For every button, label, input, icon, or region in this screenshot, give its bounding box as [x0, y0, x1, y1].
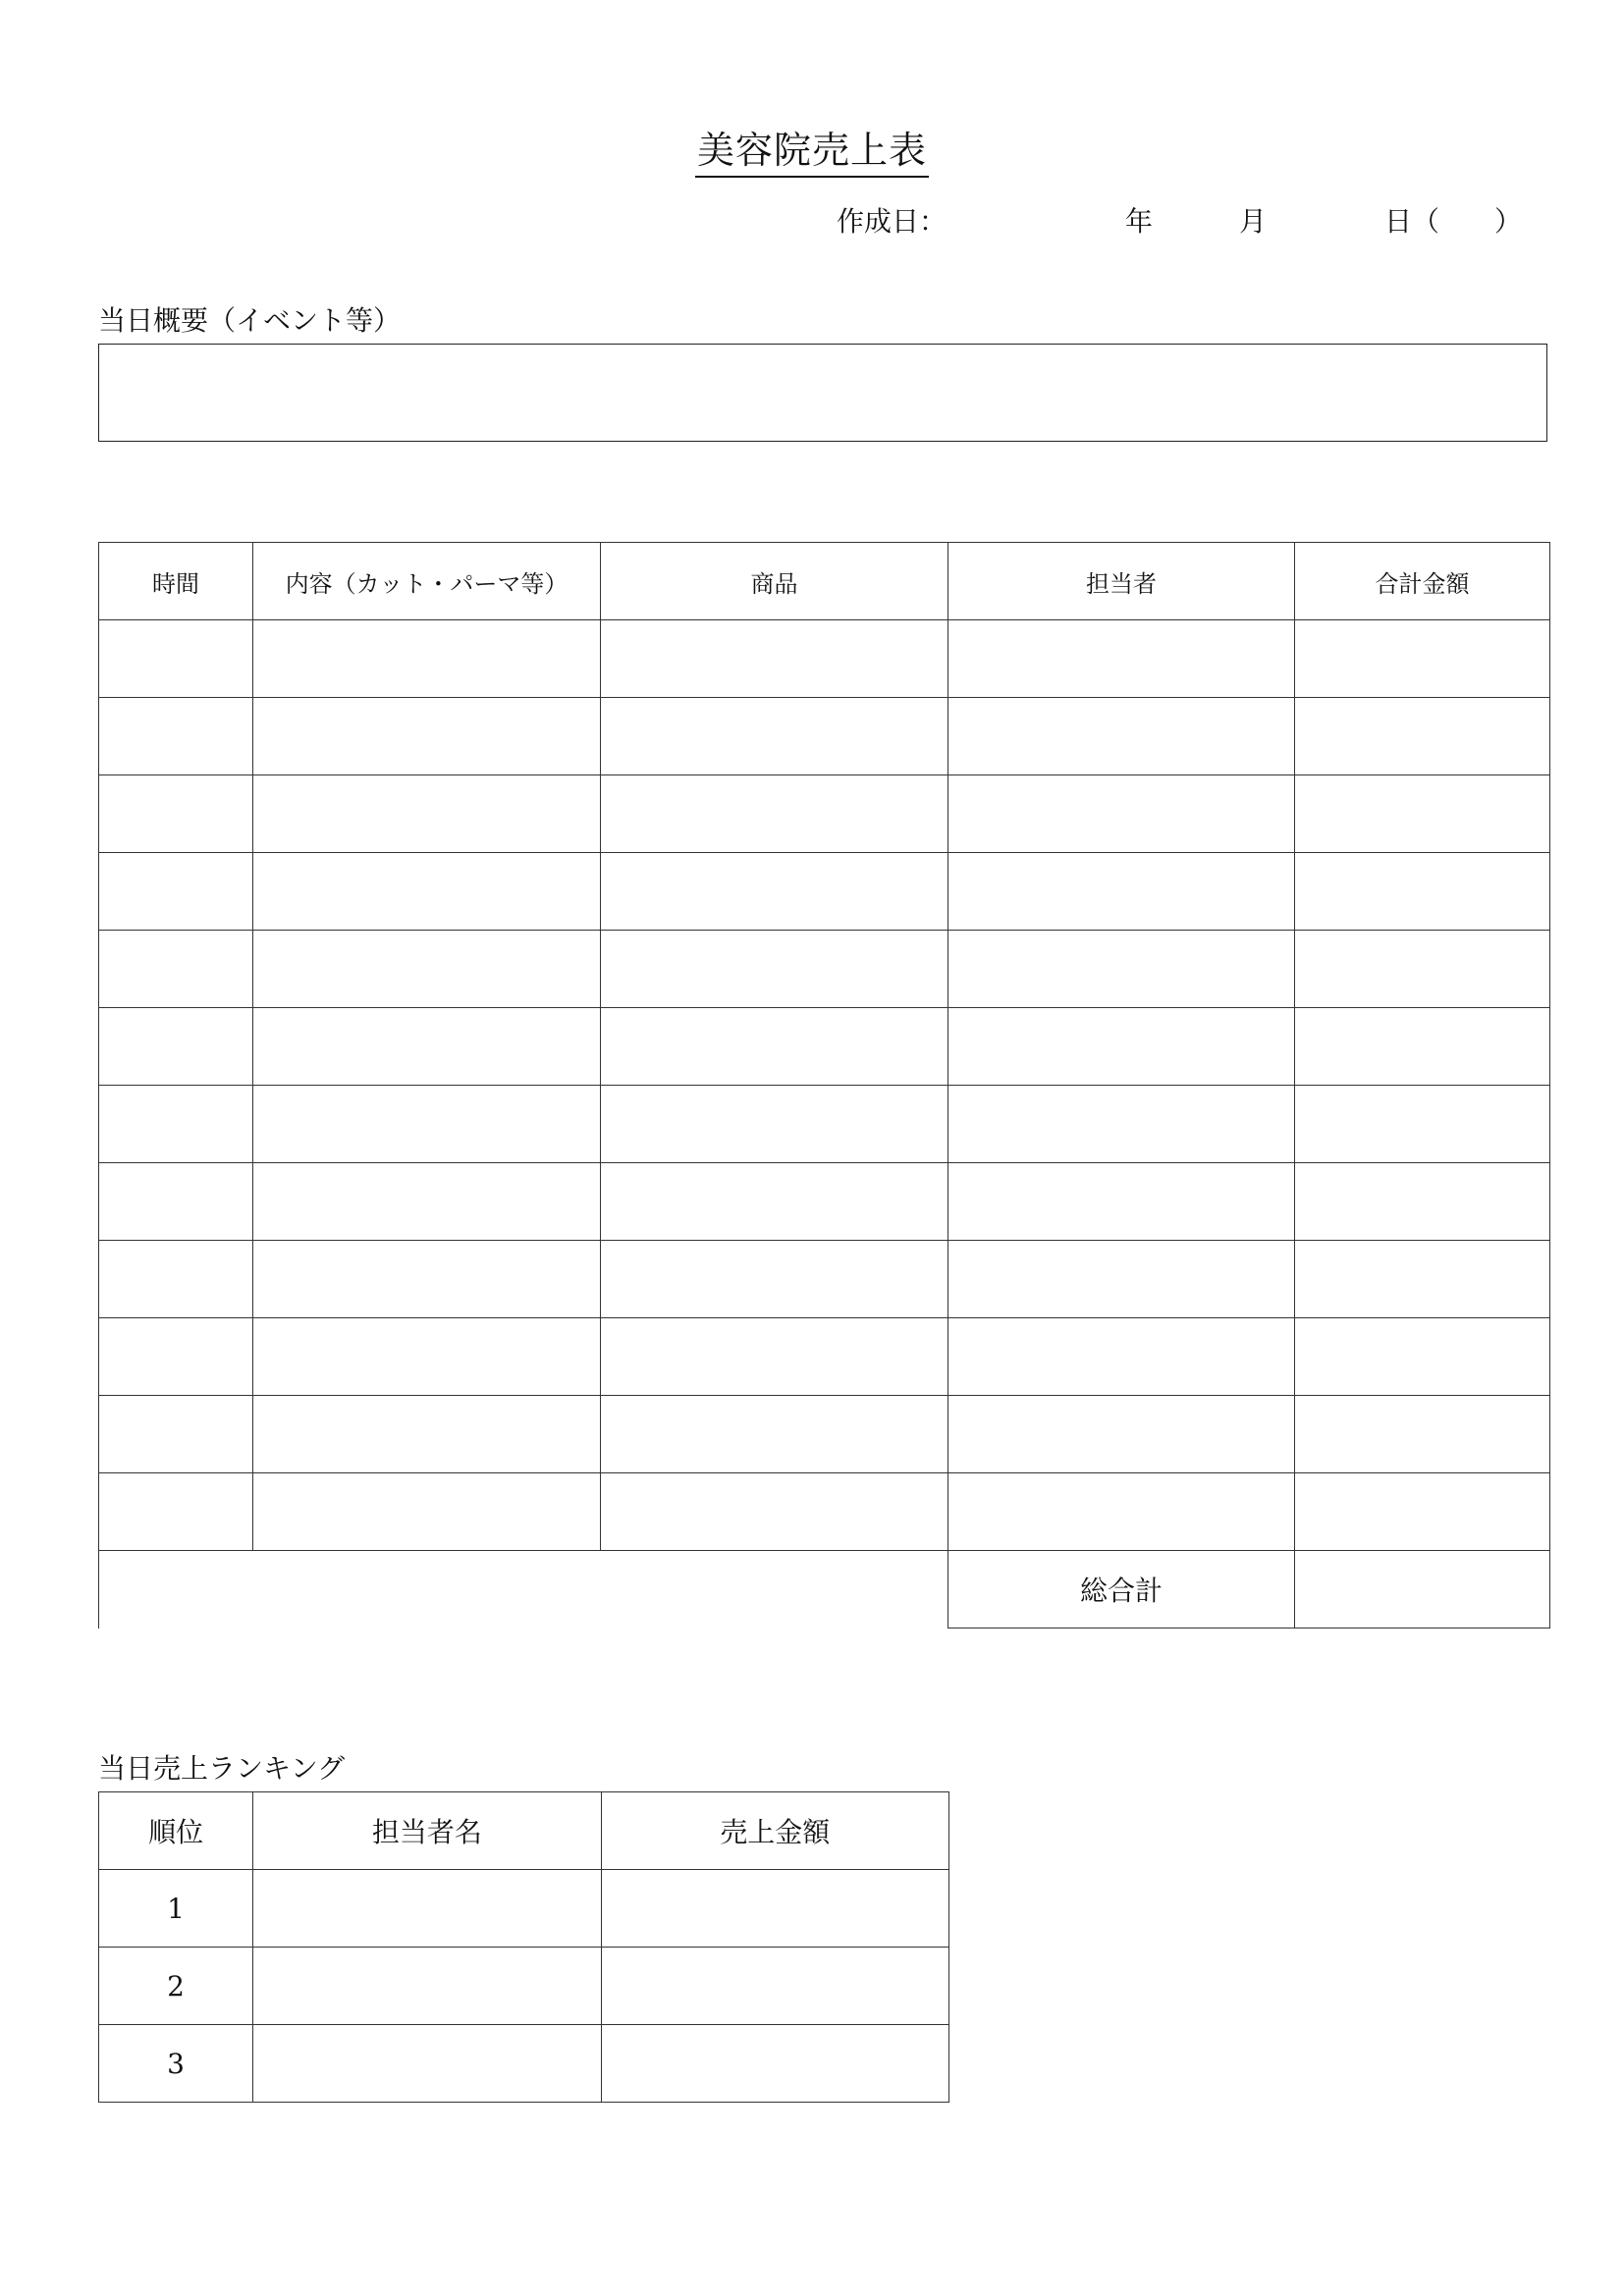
staff-cell[interactable] [948, 1473, 1295, 1551]
content-cell[interactable] [253, 1318, 601, 1396]
content-cell[interactable] [253, 620, 601, 698]
amount-cell[interactable] [1295, 1473, 1550, 1551]
amount-cell[interactable] [1295, 620, 1550, 698]
document-title: 美容院売上表 [695, 129, 929, 178]
time-cell[interactable] [99, 931, 253, 1008]
sales-row [99, 620, 1550, 698]
rank-number: 1 [99, 1870, 253, 1948]
time-cell[interactable] [99, 775, 253, 853]
ranking-header-row [99, 1792, 949, 1870]
sales-row [99, 1163, 1550, 1241]
header-content: 内容（カット・パーマ等） [253, 543, 601, 620]
staff-cell[interactable] [948, 1396, 1295, 1473]
amount-cell[interactable] [1295, 698, 1550, 775]
amount-cell[interactable] [1295, 1318, 1550, 1396]
rank-amount-cell[interactable] [601, 1948, 948, 2025]
product-cell[interactable] [601, 853, 948, 931]
staff-cell[interactable] [948, 1241, 1295, 1318]
sales-row [99, 698, 1550, 775]
time-cell[interactable] [99, 620, 253, 698]
product-cell[interactable] [601, 1473, 948, 1551]
rank-amount-cell[interactable] [601, 2025, 948, 2103]
header-rank: 順位 [99, 1792, 253, 1870]
amount-cell[interactable] [1295, 1163, 1550, 1241]
sales-table [98, 542, 1550, 1629]
product-cell[interactable] [601, 1241, 948, 1318]
header-staff-name: 担当者名 [253, 1792, 601, 1870]
rank-staff-cell[interactable] [253, 2025, 601, 2103]
staff-cell[interactable] [948, 775, 1295, 853]
staff-cell[interactable] [948, 853, 1295, 931]
rank-staff-cell[interactable] [253, 1870, 601, 1948]
grand-total-spacer [99, 1551, 948, 1629]
sales-row [99, 1008, 1550, 1086]
product-cell[interactable] [601, 1163, 948, 1241]
staff-cell[interactable] [948, 1318, 1295, 1396]
amount-cell[interactable] [1295, 1241, 1550, 1318]
header-time: 時間 [99, 543, 253, 620]
grand-total-row [99, 1551, 1550, 1629]
product-cell[interactable] [601, 698, 948, 775]
sales-row [99, 1318, 1550, 1396]
content-cell[interactable] [253, 1241, 601, 1318]
rank-number: 3 [99, 2025, 253, 2103]
year-label: 年 [1125, 205, 1154, 238]
product-cell[interactable] [601, 775, 948, 853]
rank-amount-cell[interactable] [601, 1870, 948, 1948]
sales-row [99, 931, 1550, 1008]
amount-cell[interactable] [1295, 775, 1550, 853]
header-total-amount: 合計金額 [1295, 543, 1550, 620]
content-cell[interactable] [253, 1086, 601, 1163]
content-cell[interactable] [253, 1008, 601, 1086]
amount-cell[interactable] [1295, 1086, 1550, 1163]
time-cell[interactable] [99, 1163, 253, 1241]
content-cell[interactable] [253, 698, 601, 775]
grand-total-label: 総合計 [948, 1551, 1295, 1629]
staff-cell[interactable] [948, 1086, 1295, 1163]
time-cell[interactable] [99, 1396, 253, 1473]
header-staff: 担当者 [948, 543, 1295, 620]
staff-cell[interactable] [948, 620, 1295, 698]
time-cell[interactable] [99, 1473, 253, 1551]
document-title-wrap [0, 120, 1624, 174]
month-label: 月 [1239, 205, 1268, 238]
product-cell[interactable] [601, 931, 948, 1008]
ranking-row [99, 1948, 949, 2025]
amount-cell[interactable] [1295, 1396, 1550, 1473]
sales-row [99, 853, 1550, 931]
ranking-row [99, 2025, 949, 2103]
staff-cell[interactable] [948, 1008, 1295, 1086]
sales-row [99, 1241, 1550, 1318]
weekday-close-paren: ） [1494, 205, 1523, 238]
time-cell[interactable] [99, 853, 253, 931]
content-cell[interactable] [253, 931, 601, 1008]
amount-cell[interactable] [1295, 931, 1550, 1008]
content-cell[interactable] [253, 1473, 601, 1551]
summary-label: 当日概要（イベント等） [98, 304, 402, 337]
rank-number: 2 [99, 1948, 253, 2025]
rank-staff-cell[interactable] [253, 1948, 601, 2025]
ranking-row [99, 1870, 949, 1948]
sales-row [99, 1396, 1550, 1473]
product-cell[interactable] [601, 1008, 948, 1086]
day-label: 日（ [1384, 205, 1440, 238]
staff-cell[interactable] [948, 1163, 1295, 1241]
product-cell[interactable] [601, 1318, 948, 1396]
time-cell[interactable] [99, 1318, 253, 1396]
summary-box[interactable] [98, 344, 1547, 442]
content-cell[interactable] [253, 853, 601, 931]
sales-table-header-row [99, 543, 1550, 620]
staff-cell[interactable] [948, 698, 1295, 775]
sales-table-body [99, 620, 1550, 1551]
creation-date-line [0, 200, 1624, 240]
time-cell[interactable] [99, 1086, 253, 1163]
sales-row [99, 1086, 1550, 1163]
amount-cell[interactable] [1295, 1008, 1550, 1086]
amount-cell[interactable] [1295, 853, 1550, 931]
content-cell[interactable] [253, 1396, 601, 1473]
content-cell[interactable] [253, 1163, 601, 1241]
product-cell[interactable] [601, 620, 948, 698]
time-cell[interactable] [99, 1241, 253, 1318]
staff-cell[interactable] [948, 931, 1295, 1008]
ranking-label: 当日売上ランキング [98, 1752, 346, 1785]
header-product: 商品 [601, 543, 948, 620]
product-cell[interactable] [601, 1086, 948, 1163]
header-sales-amount: 売上金額 [601, 1792, 948, 1870]
sales-row [99, 775, 1550, 853]
creation-date-label: 作成日： [837, 205, 947, 238]
product-cell[interactable] [601, 1396, 948, 1473]
time-cell[interactable] [99, 698, 253, 775]
time-cell[interactable] [99, 1008, 253, 1086]
grand-total-value[interactable] [1295, 1551, 1550, 1629]
ranking-table [98, 1791, 949, 2103]
content-cell[interactable] [253, 775, 601, 853]
sales-row [99, 1473, 1550, 1551]
